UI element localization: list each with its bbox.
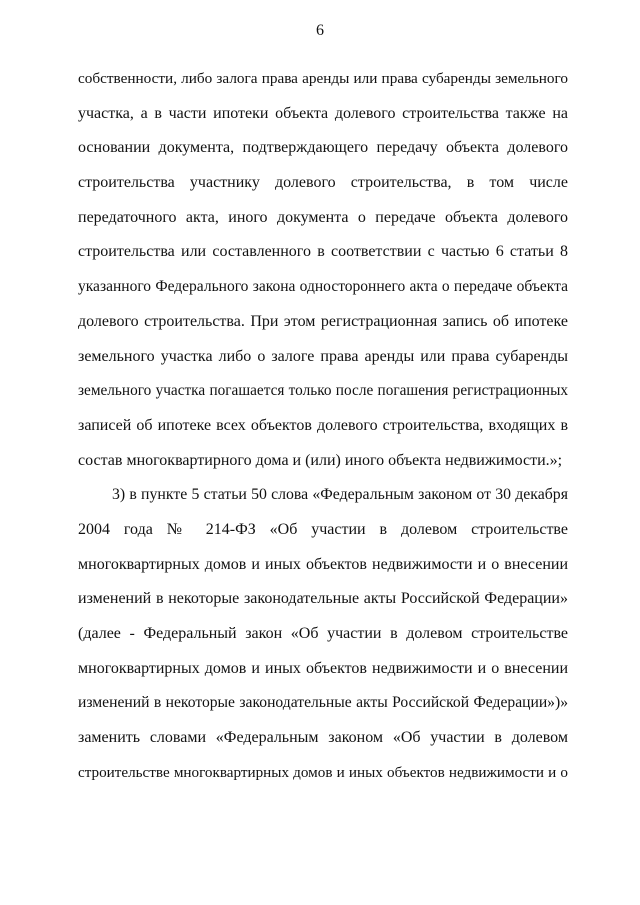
text-line: 2004 года № 214-ФЗ «Об участии в долевом строительстве [78, 520, 568, 538]
text-line: строительства участнику долевого строительства, в том числе [78, 174, 568, 192]
text-line: многоквартирных домов и иных объектов недвижимости и о внесении [78, 555, 568, 573]
text-line: земельного участка либо о залоге права аренды или права субаренды [78, 347, 568, 365]
text-line: земельного участка погашается только после погашения регистрационных [78, 382, 568, 400]
text-line: собственности, либо залога права аренды или права субаренды земельного [78, 70, 568, 87]
text-line: 3) в пункте 5 статьи 50 слова «Федеральным законом от 30 декабря [112, 486, 568, 504]
document-body [78, 69, 568, 797]
text-line: заменить словами «Федеральным законом «Об участии в долевом [78, 729, 568, 747]
text-line: многоквартирных домов и иных объектов недвижимости и о внесении [78, 659, 568, 677]
text-line: состав многоквартирного дома и (или) иного объекта недвижимости.»; [78, 451, 563, 469]
text-line: изменений в некоторые законодательные акты Российской Федерации»)» [78, 694, 568, 712]
text-line: долевого строительства. При этом регистрационная запись об ипотеке [78, 312, 568, 330]
text-line: участка, а в части ипотеки объекта долевого строительства также на [78, 104, 568, 122]
text-line: передаточного акта, иного документа о передаче объекта долевого [78, 208, 568, 226]
text-line: строительстве многоквартирных домов и иных объектов недвижимости и о [78, 763, 568, 781]
text-line: записей об ипотеке всех объектов долевого строительства, входящих в [78, 416, 568, 434]
text-line: (далее - Федеральный закон «Об участии в долевом строительстве [78, 625, 568, 642]
text-line: основании документа, подтверждающего передачу объекта долевого [78, 139, 568, 157]
text-line: указанного Федерального закона одностороннего акта о передаче объекта [78, 278, 568, 296]
text-line: строительства или составленного в соответствии с частью 6 статьи 8 [78, 243, 568, 261]
paragraph-1 [78, 69, 568, 485]
paragraph-2 [78, 485, 568, 797]
text-line: изменений в некоторые законодательные акты Российской Федерации» [78, 590, 568, 608]
page-number: 6 [316, 22, 324, 39]
